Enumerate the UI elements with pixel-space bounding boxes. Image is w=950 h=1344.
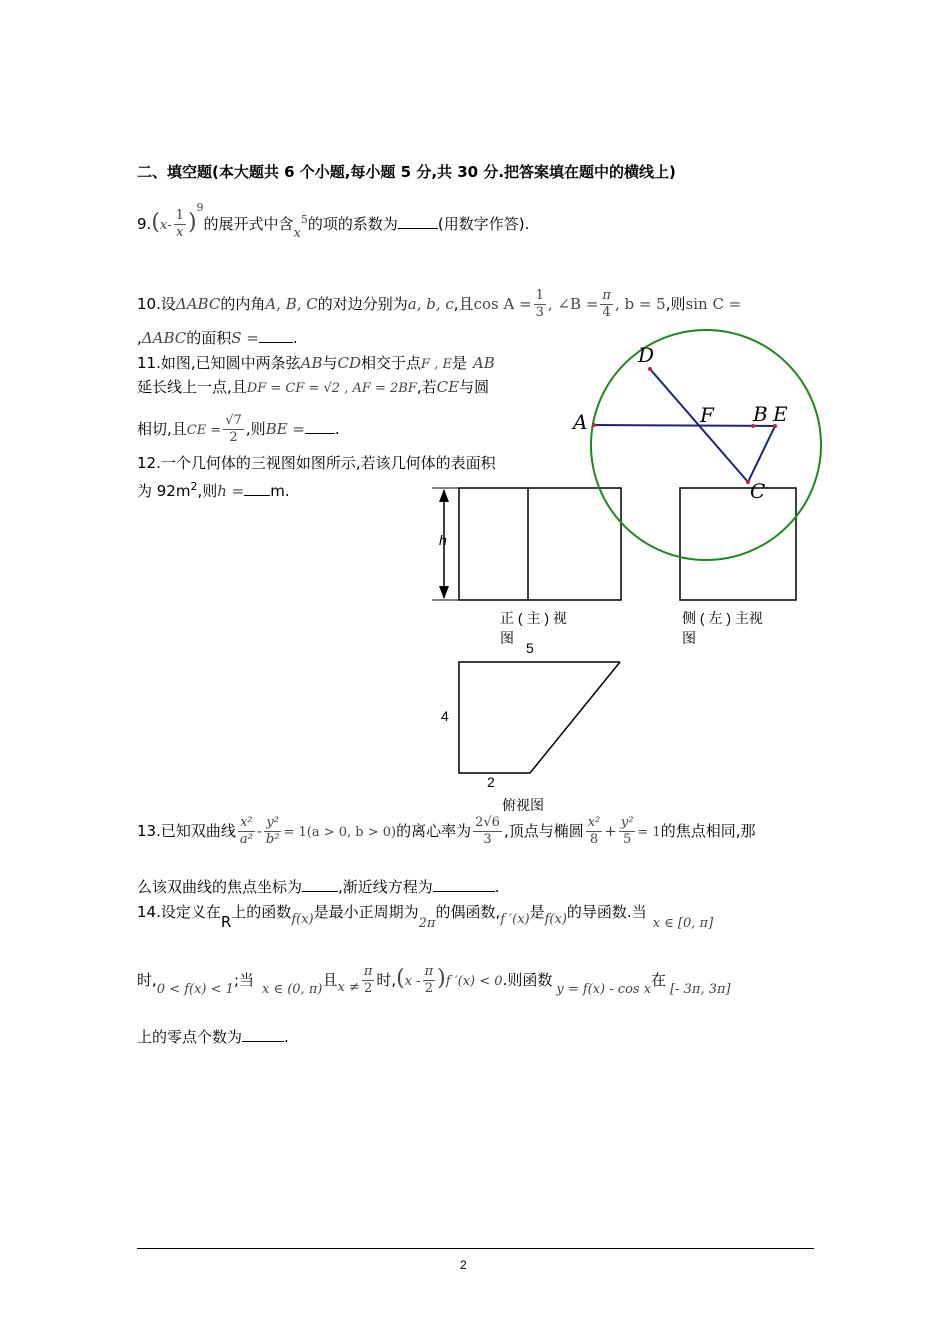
dim-four: 4 <box>441 708 449 724</box>
q11-be: BE = <box>265 420 305 438</box>
q11-cd: CD <box>337 354 362 372</box>
chord-ab-extended <box>593 425 775 426</box>
q9-power-exp: 5 <box>300 213 308 226</box>
q13-ey2: y² <box>620 815 634 830</box>
q14-neq-num: π <box>363 964 373 979</box>
label-f: F <box>700 403 714 427</box>
q13-frac-y <box>264 815 282 848</box>
q14-prod-fraction <box>423 964 436 997</box>
q14-domain1: x ∈ [0, π] <box>652 916 714 931</box>
q14-fx: f(x) <box>291 912 314 927</box>
label-a: A <box>573 410 588 434</box>
q10-triangle-2: ΔABC <box>141 329 187 347</box>
q11-text-b: 相交于点 <box>361 354 422 372</box>
q13-eccentricity <box>473 815 502 848</box>
q10-pi-den: 4 <box>602 305 611 320</box>
q11-text-e: ,若 <box>416 378 437 396</box>
q12-text-b: ,则 <box>197 482 218 500</box>
q14-answer-blank[interactable] <box>242 1027 284 1042</box>
q13-frac-x <box>238 815 255 848</box>
q14-prod-a: x - <box>404 974 421 989</box>
q10-angles: A, B, C <box>265 295 318 313</box>
q11-condition: DF = CF = √2 , AF = 2BF <box>246 381 417 396</box>
q12-square: 2 <box>190 480 198 493</box>
q9-left-paren: ( <box>151 210 160 235</box>
q14-text5: 的导函数.当 <box>566 903 647 921</box>
q13-text1: 的离心率为 <box>396 822 472 840</box>
top-view-caption: 俯视图 <box>502 797 544 813</box>
front-view-caption-2: 图 <box>500 630 514 646</box>
q10-text5: 的面积 <box>186 329 232 347</box>
front-view-caption-1: 正 ( 主 ) 视 <box>500 610 567 626</box>
q10-angle-b: , ∠B = <box>547 295 599 313</box>
q12-text-c: m. <box>270 482 290 500</box>
q13-text3: 的焦点相同,那 <box>660 822 756 840</box>
label-d: D <box>638 343 655 367</box>
question-14-line1 <box>137 902 714 931</box>
q14-fprime: f ′(x) <box>500 912 530 927</box>
q11-text-g: 相切,且 <box>137 420 187 438</box>
q14-text7: ;当 <box>233 971 254 989</box>
q11-and: 与 <box>322 354 338 372</box>
q13-e-num: 2√6 <box>475 815 500 830</box>
q9-right-paren: ) <box>187 210 197 235</box>
q14-text9: 时, <box>376 971 397 989</box>
h-label: h <box>439 532 447 548</box>
q13-e-den: 3 <box>483 832 492 847</box>
q14-real-set: R <box>220 913 232 931</box>
q13-ellipse-x <box>586 815 603 848</box>
q11-ce-eq: CE = <box>186 423 222 438</box>
q14-neq: x ≠ <box>337 980 360 995</box>
q11-text-h: ,则 <box>245 420 266 438</box>
q14-neq-den: 2 <box>363 981 373 996</box>
q13-y2: y² <box>264 815 282 832</box>
q14-rparen: ) <box>437 966 446 991</box>
q14-fx-2: f(x) <box>544 912 567 927</box>
q13-asymptote-blank[interactable] <box>433 877 495 892</box>
q14-text1: 上的函数 <box>231 903 292 921</box>
q14-text6: 时, <box>137 971 157 989</box>
q12-text-a: 为 92m <box>137 482 191 500</box>
q11-text-c: 是 <box>451 354 467 372</box>
q13-ellipse-y <box>619 815 636 848</box>
q14-text8: 且 <box>322 971 338 989</box>
q13-a2: a² <box>239 832 253 847</box>
q14-prod-b: f ′(x) < 0 <box>445 974 503 989</box>
q11-fe: F , E <box>421 357 452 372</box>
q10-comma: , <box>137 329 142 347</box>
q9-minus: - <box>167 218 172 233</box>
q10-sinc: sin C = <box>685 295 742 313</box>
q14-period: 2π <box>418 916 436 931</box>
q14-domain2: x ∈ (0, π) <box>262 982 323 997</box>
dim-two: 2 <box>487 774 495 790</box>
q13-b2: b² <box>265 832 280 847</box>
question-12-line1: 12.一个几何体的三视图如图所示,若该几何体的表面积 <box>137 454 496 472</box>
section-title: 二、填空题(本大题共 6 个小题,每小题 5 分,共 30 分.把答案填在题中的横线上) <box>137 163 676 181</box>
side-view-caption-2: 图 <box>682 630 696 646</box>
q10-text1: 的内角 <box>220 295 266 313</box>
q14-text4: 是 <box>529 903 545 921</box>
q13-e8: 8 <box>589 832 599 847</box>
q10-cos-num: 1 <box>535 288 544 303</box>
q11-ce-den: 2 <box>229 430 238 445</box>
q10-cos-den: 3 <box>535 305 544 320</box>
q9-power-base: x <box>293 226 301 241</box>
q9-text2: 的项的系数为 <box>307 215 398 233</box>
q10-sides: a, b, c <box>407 295 454 313</box>
q14-interval: [- 3π, 3π] <box>670 982 731 997</box>
q13-end: . <box>494 878 500 896</box>
q14-function: y = f(x) - cos x <box>556 982 652 997</box>
q10-area: S = <box>231 329 259 347</box>
q11-text-f: 与圆 <box>459 378 490 396</box>
q13-minus: - <box>256 822 262 840</box>
q9-exponent: 9 <box>196 201 204 214</box>
q10-cos: cos A = <box>473 295 532 313</box>
q14-prod-num: π <box>424 964 434 979</box>
q13-number: 13.已知双曲线 <box>137 822 236 840</box>
label-b: B <box>753 402 768 426</box>
q13-x2: x² <box>238 815 255 832</box>
q10-triangle: ΔABC <box>175 295 221 313</box>
q9-number: 9. <box>137 215 152 233</box>
q14-lparen: ( <box>396 966 405 991</box>
q10-number: 10.设 <box>137 295 176 313</box>
dim-five: 5 <box>526 640 534 656</box>
q14-text12: 上的零点个数为 <box>137 1028 243 1046</box>
q14-neq-fraction <box>362 964 375 997</box>
q10-text4: ,则 <box>665 295 686 313</box>
q9-text1: 的展开式中含 <box>203 215 294 233</box>
q10-pi-num: π <box>602 288 611 303</box>
q11-text-a: 11.如图,已知圆中两条弦 <box>137 354 301 372</box>
point-d <box>648 367 652 371</box>
label-e: E <box>773 402 788 426</box>
q10-text2: 的对边分别为 <box>317 295 408 313</box>
tangent-ce <box>748 426 775 482</box>
q13-plus: + <box>604 822 617 840</box>
q11-end: . <box>334 420 340 438</box>
footer-rule <box>137 1248 814 1249</box>
q11-ab: AB <box>300 354 323 372</box>
q11-text-d: 延长线上一点,且 <box>137 378 247 396</box>
question-14-line2 <box>137 964 731 997</box>
q14-prod-den: 2 <box>424 981 434 996</box>
question-14-line3 <box>137 1027 289 1047</box>
q13-condition: = 1(a > 0, b > 0) <box>283 825 397 840</box>
question-13-line1 <box>137 815 755 848</box>
side-view-caption-1: 侧 ( 左 ) 主视 <box>682 610 763 626</box>
q11-ce: CE <box>436 378 460 396</box>
q11-ab-2: AB <box>472 354 495 372</box>
q14-end: . <box>284 1028 289 1046</box>
q14-inequality1: 0 < f(x) < 1 <box>156 982 234 997</box>
q13-text2: ,顶点与椭圆 <box>503 822 584 840</box>
q10-text3: ,且 <box>453 295 474 313</box>
circle <box>591 330 821 560</box>
q9-text3: (用数字作答). <box>437 215 530 233</box>
q14-text11: 在 <box>651 971 667 989</box>
page-number: 2 <box>460 1258 467 1272</box>
q11-ce-num: √7 <box>225 413 242 428</box>
q9-x: x <box>159 218 168 233</box>
q14-number: 14.设定义在 <box>137 903 221 921</box>
q13-eq1: = 1 <box>637 825 661 840</box>
q13-text4: 么该双曲线的焦点坐标为 <box>137 878 303 896</box>
q14-text10: .则函数 <box>502 971 553 989</box>
point-a <box>592 423 596 427</box>
q9-frac-den: x <box>176 225 184 240</box>
q13-focus-blank[interactable] <box>302 877 338 892</box>
q13-ex2: x² <box>587 815 601 830</box>
label-c: C <box>750 479 766 503</box>
q14-text2: 是最小正周期为 <box>313 903 419 921</box>
q13-e5: 5 <box>622 832 632 847</box>
q14-text3: 的偶函数, <box>435 903 501 921</box>
q9-frac-num: 1 <box>175 208 184 223</box>
q13-text5: ,渐近线方程为 <box>338 878 433 896</box>
q12-h-eq: h = <box>217 482 245 500</box>
q10-end: . <box>292 329 298 347</box>
q10-b-value: , b = 5 <box>614 295 666 313</box>
question-13-line2 <box>137 877 500 897</box>
